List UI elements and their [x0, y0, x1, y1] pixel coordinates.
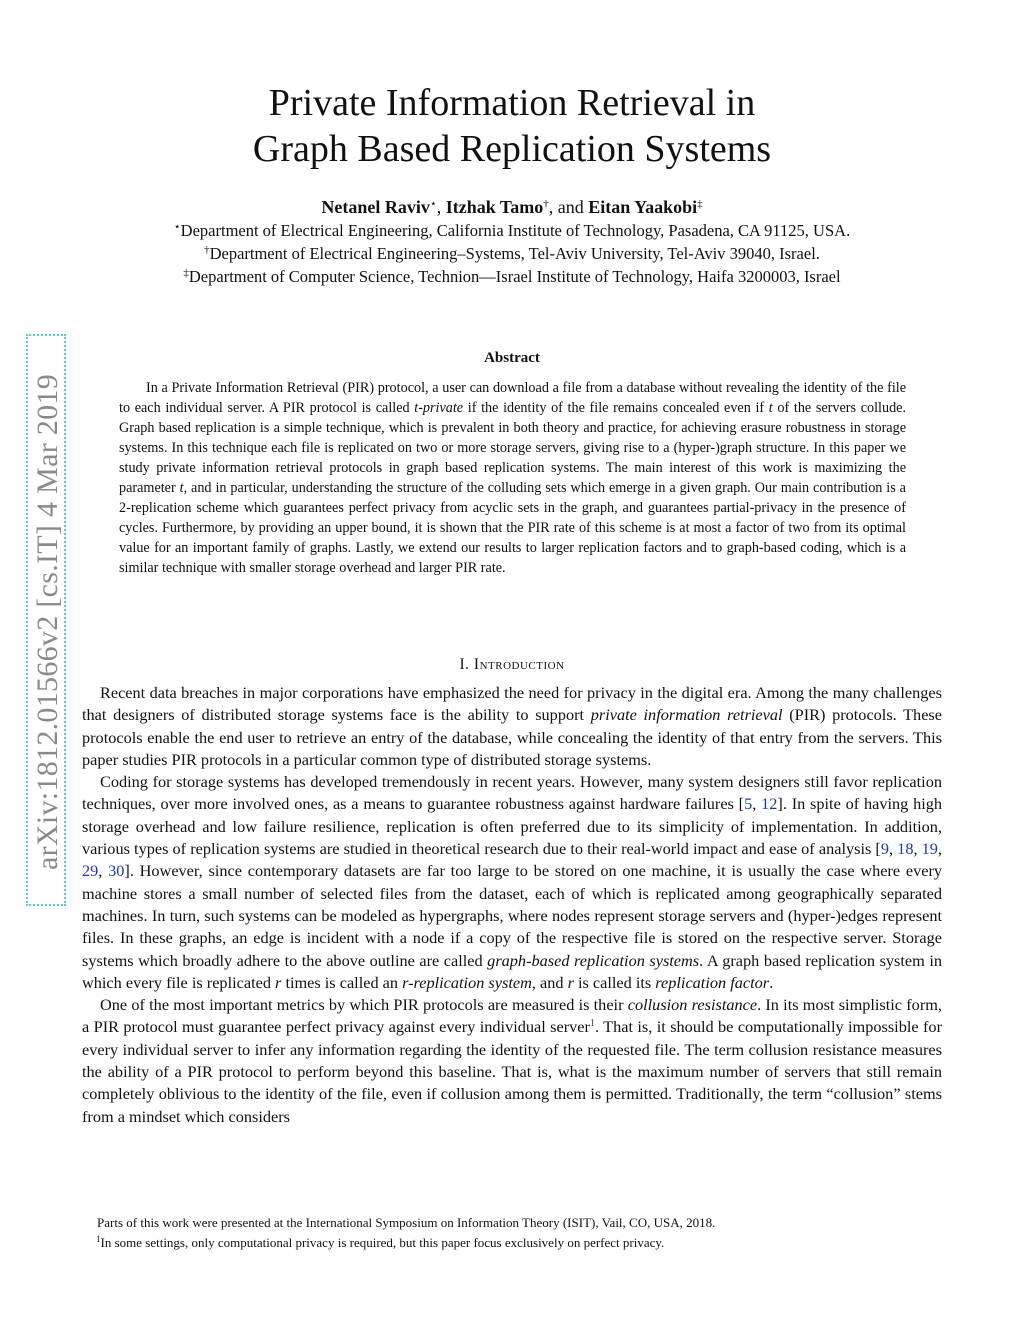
text: times is called an — [281, 972, 403, 992]
section-number: I. — [459, 656, 470, 673]
section-name: Introduction — [473, 656, 565, 673]
citation-link[interactable]: 19 — [921, 839, 938, 859]
affiliation-mark: ⋆ — [429, 198, 437, 210]
citation-link[interactable]: 29 — [82, 861, 99, 881]
text: Coding for storage systems has developed tremendously in recent years. However, many system designers still favor replication techniques, over more involved ones, as a means to guarantee robustness against hardware failures [ — [82, 772, 942, 814]
text: , — [752, 794, 762, 814]
text: Recent data breaches in major corporations have emphasized the need for privacy in the digital era. Among the many challenges that designers of distributed storage systems face is the ability to support — [82, 683, 942, 725]
paragraph — [82, 682, 942, 771]
text: . A graph based replication system in which every file is replicated — [82, 950, 942, 992]
affiliation-text: Department of Computer Science, Technion—Israel Institute of Technology, Haifa 3200003, Israel — [188, 267, 841, 286]
text: , — [937, 839, 942, 859]
footnotes — [82, 1213, 942, 1253]
body-text — [82, 682, 942, 1128]
math-variable: t — [768, 400, 773, 416]
footnote-mark: 1 — [96, 1234, 101, 1244]
citation-link[interactable]: 12 — [761, 794, 778, 814]
text: One of the most important metrics by which PIR protocols are measured is their — [100, 995, 628, 1015]
affiliation-mark: ⋆ — [173, 221, 181, 233]
text: (PIR) protocols. These protocols enable the end user to retrieve an entry of the database, while concealing the identity of that entry from the servers. This paper studies PIR protocols in a particular common type of distributed storage systems. — [82, 705, 942, 769]
text: ]. In spite of having high storage overhead and low failure resilience, replication is often preferred due to its simplicity of implementation. In addition, various types of replication systems are studied in theoretical research due to their real-world impact and ease of analysis [ — [82, 794, 943, 859]
text: , — [888, 839, 898, 859]
abstract-body — [119, 378, 906, 578]
arxiv-sidebar — [26, 334, 66, 906]
abstract-text: of the servers collude. Graph based replication is a simple technique, which is prevalent in both theory and practice, for achieving erasure robustness in storage systems. In this technique each file is replicated on two or more storage servers, giving rise to a (hyper-)graph structure. In this paper we study private information retrieval protocols in graph based replication systems. The main interest of this work is maximizing the parameter — [119, 400, 907, 496]
math-variable: t — [179, 480, 184, 496]
author-name: Itzhak Tamo — [445, 197, 544, 217]
abstract-emphasis: t-private — [414, 400, 464, 416]
affiliation-mark: ‡ — [697, 198, 703, 210]
affiliation-list — [0, 219, 1024, 288]
author-separator: , — [436, 197, 446, 217]
citation-link[interactable]: 9 — [880, 839, 889, 859]
emphasis: private information retrieval — [590, 705, 783, 725]
text: . In its most simplistic form, a PIR protocol must guarantee perfect privacy against every individual server — [82, 995, 942, 1037]
footnote — [82, 1233, 942, 1253]
text: , — [913, 839, 922, 859]
author-name: Netanel Raviv — [321, 197, 430, 217]
affiliation-text: Department of Electrical Engineering, California Institute of Technology, Pasadena, CA 91125, USA. — [180, 221, 851, 240]
abstract-text: In a Private Information Retrieval (PIR) protocol, a user can download a file from a database without revealing the identity of the file to each individual server. A PIR protocol is called — [119, 380, 906, 416]
author-name: Eitan Yaakobi — [588, 197, 698, 217]
paragraph — [82, 994, 942, 1128]
affiliation — [0, 219, 1024, 242]
emphasis: collusion resistance — [627, 995, 758, 1015]
citation-link[interactable]: 30 — [108, 861, 125, 881]
math-variable: r — [567, 972, 574, 992]
section-heading — [0, 655, 1024, 675]
text: ]. However, since contemporary datasets are far too large to be stored on one machine, it is usually the case where every machine stores a small number of selected files from the dataset, each of which is replicated among geographically separated machines. In turn, such systems can be modeled as hypergraphs, where nodes represent storage servers and (hyper-)edges represent files. In these graphs, an edge is incident with a node if a copy of the respective file is stored on the respective server. Storage systems which broadly adhere to the above outline are called — [82, 861, 943, 970]
citation-link[interactable]: 18 — [897, 839, 914, 859]
affiliation — [0, 265, 1024, 288]
title-line-2: Graph Based Replication Systems — [252, 128, 772, 170]
abstract-text: , and in particular, understanding the structure of the colluding sets which emerge in a given graph. Our main contribution is a 2-replication scheme which guarantees perfect privacy from acyclic sets in the graph, and guarantees partial-privacy in the presence of cycles. Furthermore, by providing an upper bound, it is shown that the PIR rate of this scheme is at most a factor of two from its optimal value for an important family of graphs. Lastly, we extend our results to larger replication factors and to graph-based coding, which is a similar technique with smaller storage overhead and larger PIR rate. — [119, 480, 906, 576]
emphasis: r-replication system — [402, 972, 532, 992]
affiliation-mark: † — [543, 198, 549, 210]
math-variable: r — [275, 972, 282, 992]
arxiv-identifier: arXiv:1812.01566v2 [cs.IT] 4 Mar 2019 — [31, 373, 64, 871]
text: is called its — [573, 972, 656, 992]
text: , — [98, 861, 109, 881]
paper-title — [0, 80, 1024, 172]
text: . That is, it should be computationally impossible for every individual server to infer any information regarding the identity of the requested file. The term collusion resistance measures the ability of a PIR protocol to perform beyond this baseline. That is, what is the maximum number of servers that still remain completely oblivious to the identity of the file, even if collusion among them is permitted. Traditionally, the term “collusion” stems from a mindset which considers — [82, 1017, 942, 1126]
abstract-text: if the identity of the file remains concealed even if — [463, 400, 769, 416]
affiliation-text: Department of Electrical Engineering–Systems, Tel-Aviv University, Tel-Aviv 39040, Israel. — [209, 244, 820, 263]
paragraph — [82, 771, 942, 994]
footnote-presented: Parts of this work were presented at the International Symposium on Information Theory (ISIT), Vail, CO, USA, 2018. — [97, 1215, 716, 1230]
emphasis: graph-based replication systems — [487, 950, 700, 970]
text: . — [769, 972, 774, 992]
affiliation-mark: ‡ — [183, 267, 189, 279]
author-list — [0, 196, 1024, 219]
author-separator: , and — [548, 197, 589, 217]
citation-link[interactable]: 5 — [744, 794, 753, 814]
footnote-text: In some settings, only computational privacy is required, but this paper focus exclusively on perfect privacy. — [100, 1235, 665, 1250]
title-line-1: Private Information Retrieval in — [268, 82, 756, 124]
footnote-link[interactable]: 1 — [589, 1018, 595, 1030]
affiliation — [0, 242, 1024, 265]
text: , and — [531, 972, 568, 992]
emphasis: replication factor — [655, 972, 770, 992]
affiliation-mark: † — [204, 244, 210, 256]
abstract-heading: Abstract — [484, 350, 540, 366]
